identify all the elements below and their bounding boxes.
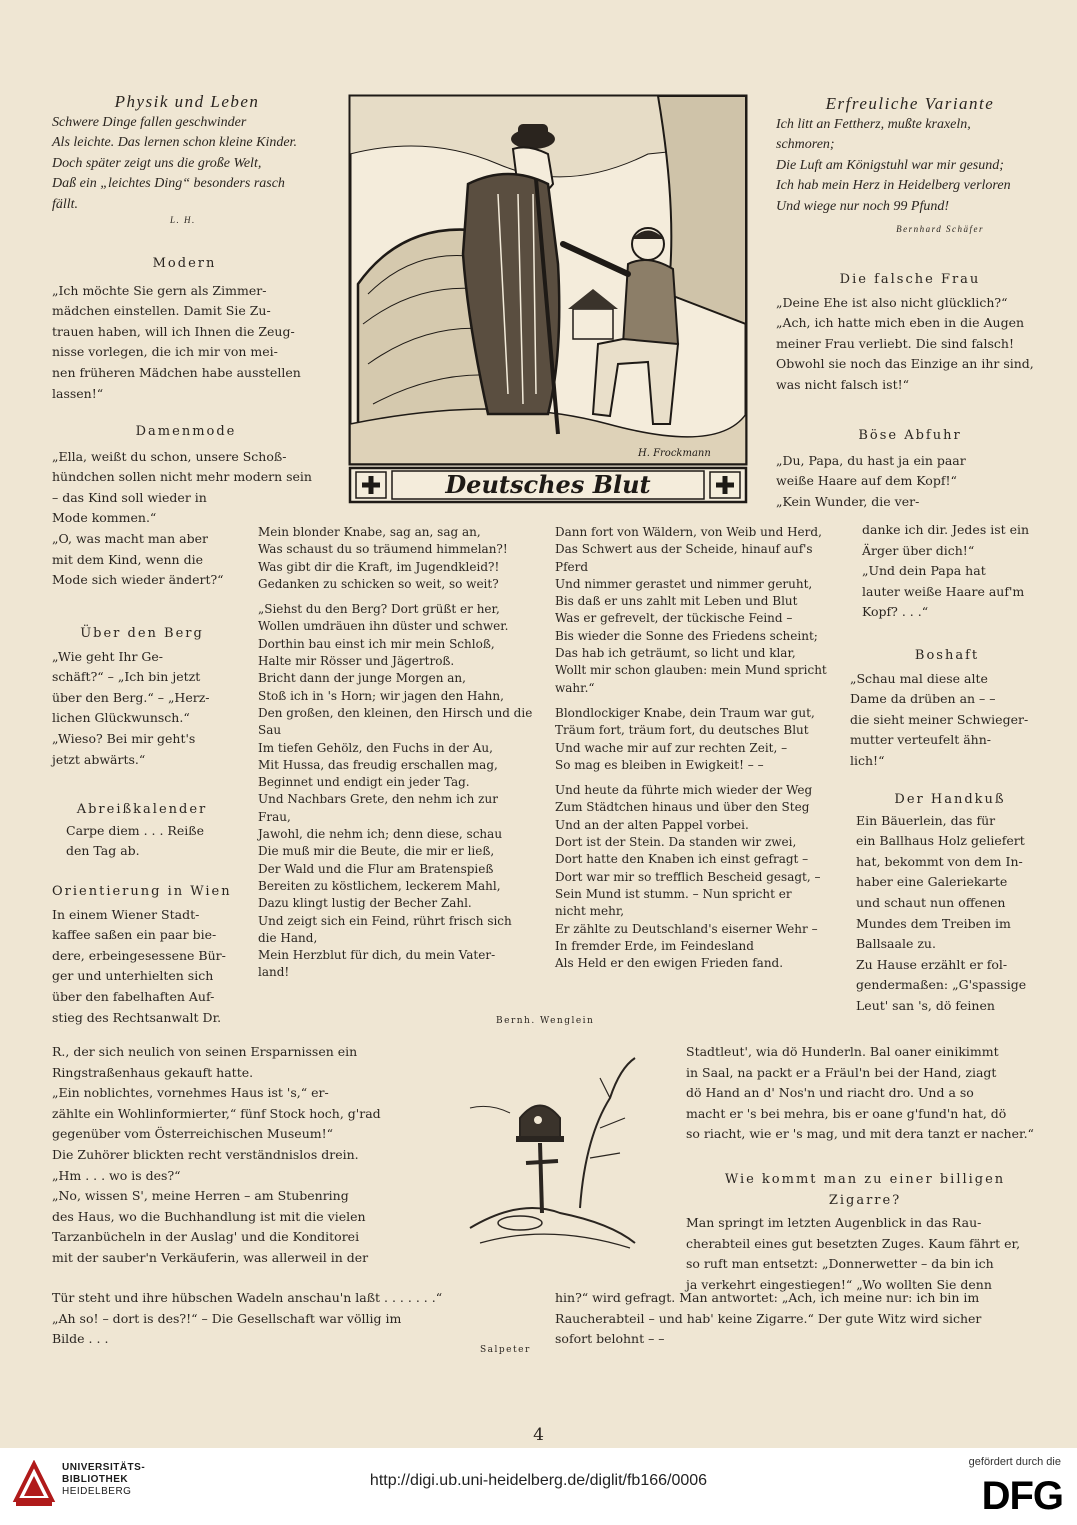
zigarre-text-full: hin?“ wird gefragt. Man antwortet: „Ach, ich meine nur: ich bin im Raucherabteil – und hab' keine Zigarre.“ Der gute Witz wird sicher sofort belohnt – – — [555, 1290, 982, 1347]
poem-stanza-3: Dann fort von Wäldern, von Weib und Herd, Das Schwert aus der Scheide, hinauf auf's Pferd Und nimmer gerastet und nimmer geruht, Bis daß er uns zahlt mit Leben und Blut Was er gefrevelt, der tückische Feind – Bis wieder die Sonne des Friedens scheint; Das hab ich geträumt, so licht und klar, Wollt mir schon glauben: mein Mund spricht wahr.“ — [555, 525, 827, 695]
boshaft-title: Boshaft — [914, 648, 980, 663]
physik-title: Physik und Leben — [114, 92, 260, 111]
erfreulich-title: Erfreuliche Variante — [825, 94, 995, 113]
zigarre-text: Man springt im letzten Augenblick in das Rau- cherabteil eines gut besetzten Zuges. Kaum fährt er, so ruft man entsetzt: „Donnerwetter – da bin ich ja verkehrt eingestiegen!“ „Wo wollten Sie denn — [686, 1215, 1021, 1292]
boshaft-block — [850, 646, 1044, 772]
erfreulich-text: Ich litt an Fettherz, mußte kraxeln, schmoren; Die Luft am Königstuhl war mir gesund; Ich hab mein Herz in Heidelberg verloren Und wiege nur noch 99 Pfund! — [776, 116, 1011, 214]
frau-title: Die falsche Frau — [839, 272, 981, 287]
handkuss-text-narrow: Ein Bäuerlein, das für ein Ballhaus Holz geliefert hat, bekommt von dem In- haber eine Galeriekarte und schaut nun offenen Mundes dem Treiben im Ballsaale zu. Zu Hause erzählt er fol- gendermaßen: „G'spassige Leut' san 's, dö feinen — [856, 812, 1027, 1013]
abreiss-text: Carpe diem . . . Reiße den Tag ab. — [66, 822, 204, 859]
footer-bar — [0, 1448, 1077, 1525]
woodcut-caption: Deutsches Blut — [445, 470, 651, 499]
page-number: 4 — [533, 1425, 544, 1445]
zigarre-ending — [555, 1288, 1045, 1350]
dfg-logo: DFG — [981, 1474, 1063, 1518]
frau-block — [776, 270, 1044, 396]
berg-title: Über den Berg — [80, 626, 204, 641]
wien-text-full: Tür steht und ihre hübschen Wadeln anschau'n laßt . . . . . . .“ „Ah so! – dort is des?!“ – Die Gesellschaft war völlig im Bilde . . . — [52, 1290, 443, 1347]
handkuss-continued — [686, 1042, 1044, 1145]
wien-signature: Salpeter — [480, 1345, 531, 1355]
woodcut-artist: H. Frockmann — [638, 448, 711, 459]
funded-by-label: gefördert durch die — [968, 1456, 1061, 1468]
damenmode-text: „Ella, weißt du schon, unsere Schoß- hündchen sollen nicht mehr modern sein – das Kind soll wieder in Mode kommen.“ „O, was macht man aber mit dem Kind, wenn die Mode sich wieder ändert?“ — [52, 448, 312, 588]
abfuhr-text-narrow: danke ich dir. Jedes ist ein Ärger über dich!“ „Und dein Papa hat lauter weiße Haare auf'm Kopf? . . .“ — [862, 522, 1030, 620]
poem-stanza-4: Blondlockiger Knabe, dein Traum war gut, Träum fort, träum fort, du deutsches Blut Und wache mir auf zur rechten Zeit, – So mag es bleiben in Ewigkeit! – – — [555, 705, 815, 772]
library-name-line-1: UNIVERSITÄTS- — [62, 1462, 146, 1473]
handkuss-text-wide: Stadtleut', wia dö Hunderln. Bal oaner einikimmt in Saal, na packt er a Fräul'n bei der Hand, ziagt dö Hand an d' Nos'n und riacht dro. Und a so macht er 's bei mehra, bis er oane g'fund'n hat, dö so riacht, wie er 's mag, und mit dera tanzt er nacher.“ — [686, 1044, 1034, 1142]
abfuhr-title: Böse Abfuhr — [858, 428, 962, 443]
zigarre-title: Wie kommt man zu einer billigen Zigarre? — [724, 1172, 1006, 1208]
poem-stanza-1: Mein blonder Knabe, sag an, sag an, Was schaust du so träumend himmelan?! Was gibt dir die Kraft, im Jugendkleid?! Gedanken zu schicken so weit, so weit? — [258, 525, 508, 591]
berg-block — [52, 624, 232, 770]
physik-text: Schwere Dinge fallen geschwinder Als leichte. Das lernen schon kleine Kinder. Doch später zeigt uns die große Welt, Daß ein „leichtes Ding“ besonders rasch fällt. — [52, 114, 297, 212]
soldier-grave-illustration — [460, 1048, 640, 1258]
wien-block — [52, 882, 237, 1028]
erfreulich-signature: Bernhard Schäfer — [896, 224, 984, 234]
frau-text: „Deine Ehe ist also nicht glücklich?“ „Ach, ich hatte mich eben in die Augen meiner Frau verliebt. Die sind falsch! Obwohl sie noch das Einzige an ihr sind, was nicht falsch ist!“ — [776, 294, 1034, 392]
abfuhr-continued — [862, 520, 1044, 623]
erfreulich-block — [776, 94, 1044, 240]
wien-text-narrow: In einem Wiener Stadt- kaffee saßen ein paar bie- dere, erbeingesessene Bür- ger und unterhielten sich über den fabelhaften Auf- stieg des Rechtsanwalt Dr. — [52, 906, 226, 1025]
physik-signature: L. H. — [170, 215, 196, 225]
wien-title: Orientierung in Wien — [52, 884, 232, 899]
abreiss-title: Abreißkalender — [76, 802, 208, 817]
handkuss-title: Der Handkuß — [894, 792, 1006, 807]
modern-block — [52, 254, 317, 404]
abfuhr-text-wide: „Du, Papa, du hast ja ein paar weiße Haare auf dem Kopf!“ „Kein Wunder, die ver- — [776, 452, 966, 509]
poem-stanza-2: „Siehst du den Berg? Dort grüßt er her, Wollen umdräuen ihn düster und schwer. Dorthin bau einst ich mir mein Schloß, Halte mir Rösser und Jägertroß. Bricht dann der junge Morgen an, Stoß ich in 's Horn; wir jagen den Hahn, Den großen, den kleinen, den Hirsch und die Sau Im tiefen Gehölz, den Fuchs in der Au, Mit Hussa, das freudig erschallen mag, Beginnet und endigt ein jeder Tag. Und Nachbars Grete, den nehm ich zur Frau, Jawohl, die nehm ich; denn diese, schau Die muß mir die Beute, die mir er ließ, Der Wald und die Flur am Bratenspieß Bereiten zu köstlichem, leckerem Mahl, Dazu klingt lustig der Becher Zahl. Und zeigt sich ein Feind, rührt frisch sich die Hand, Mein Herzblut für dich, du mein Vater- land! — [258, 602, 533, 980]
modern-text: „Ich möchte Sie gern als Zimmer- mädchen einstellen. Damit Sie Zu- trauen haben, will ich Ihnen die Zeug- nisse vorlegen, die ich mir von mei- nen früheren Mädchen habe ausstellen lassen!“ — [52, 282, 301, 401]
wien-text-wide: R., der sich neulich von seinen Ersparnissen ein Ringstraßenhaus gekauft hatte. „Ein noblichtes, vornehmes Haus ist 's,“ er- zählte ein Wohlinformierter,“ fünf Stock hoch, g'rad gegenüber vom Österreichischen Museum!“ Die Zuhörer blickten recht verständnislos drein. „Hm . . . wo is des?“ „No, wissen S', meine Herren – am Stubenring des Haus, wo die Buchhandlung ist mit die vielen Tarzanbücheln in der Auslag' und die Konditorei mit der sauber'n Verkäuferin, was allerweil in der — [52, 1044, 381, 1265]
physik-block — [52, 92, 322, 225]
woodcut-illustration — [348, 94, 748, 504]
damenmode-title: Damenmode — [135, 424, 237, 439]
boshaft-text: „Schau mal diese alte Dame da drüben an – – die sieht meiner Schwieger- mutter verteufelt ähn- lich!“ — [850, 670, 1029, 768]
modern-title: Modern — [152, 256, 217, 271]
abreiss-block — [52, 800, 232, 862]
poem-stanza-5: Und heute da führte mich wieder der Weg Zum Städtchen hinaus und über den Steg Und an der alten Pappel vorbei. Dort ist der Stein. Da standen wir zwei, Dort hatte den Knaben ich einst gefragt – Dort war mir so trefflich Bescheid gesagt, – Sein Mund ist stumm. – Nun spricht er nicht mehr, Er zählte zu Deutschland's eiserner Wehr – In fremder Erde, im Feindesland Als Held er den ewigen Frieden fand. — [555, 783, 821, 971]
handkuss-block — [856, 790, 1044, 1017]
poem-signature: Bernh. Wenglein — [496, 1016, 595, 1026]
library-name-line-2: BIBLIOTHEK — [62, 1474, 129, 1485]
poem-column-2 — [555, 524, 845, 980]
permalink-url[interactable]: http://digi.ub.uni-heidelberg.de/diglit/fb166/0006 — [369, 1472, 708, 1489]
zigarre-block — [686, 1170, 1044, 1296]
berg-text: „Wie geht Ihr Ge- schäft?“ – „Ich bin jetzt über den Berg.“ – „Herz- lichen Glückwunsch.“ „Wieso? Bei mir geht's jetzt abwärts.“ — [52, 648, 210, 767]
abfuhr-block — [776, 426, 1044, 512]
poem-column-1 — [258, 524, 548, 990]
library-name-line-3: HEIDELBERG — [62, 1486, 132, 1497]
wien-ending — [52, 1288, 542, 1355]
wien-continued — [52, 1042, 462, 1269]
